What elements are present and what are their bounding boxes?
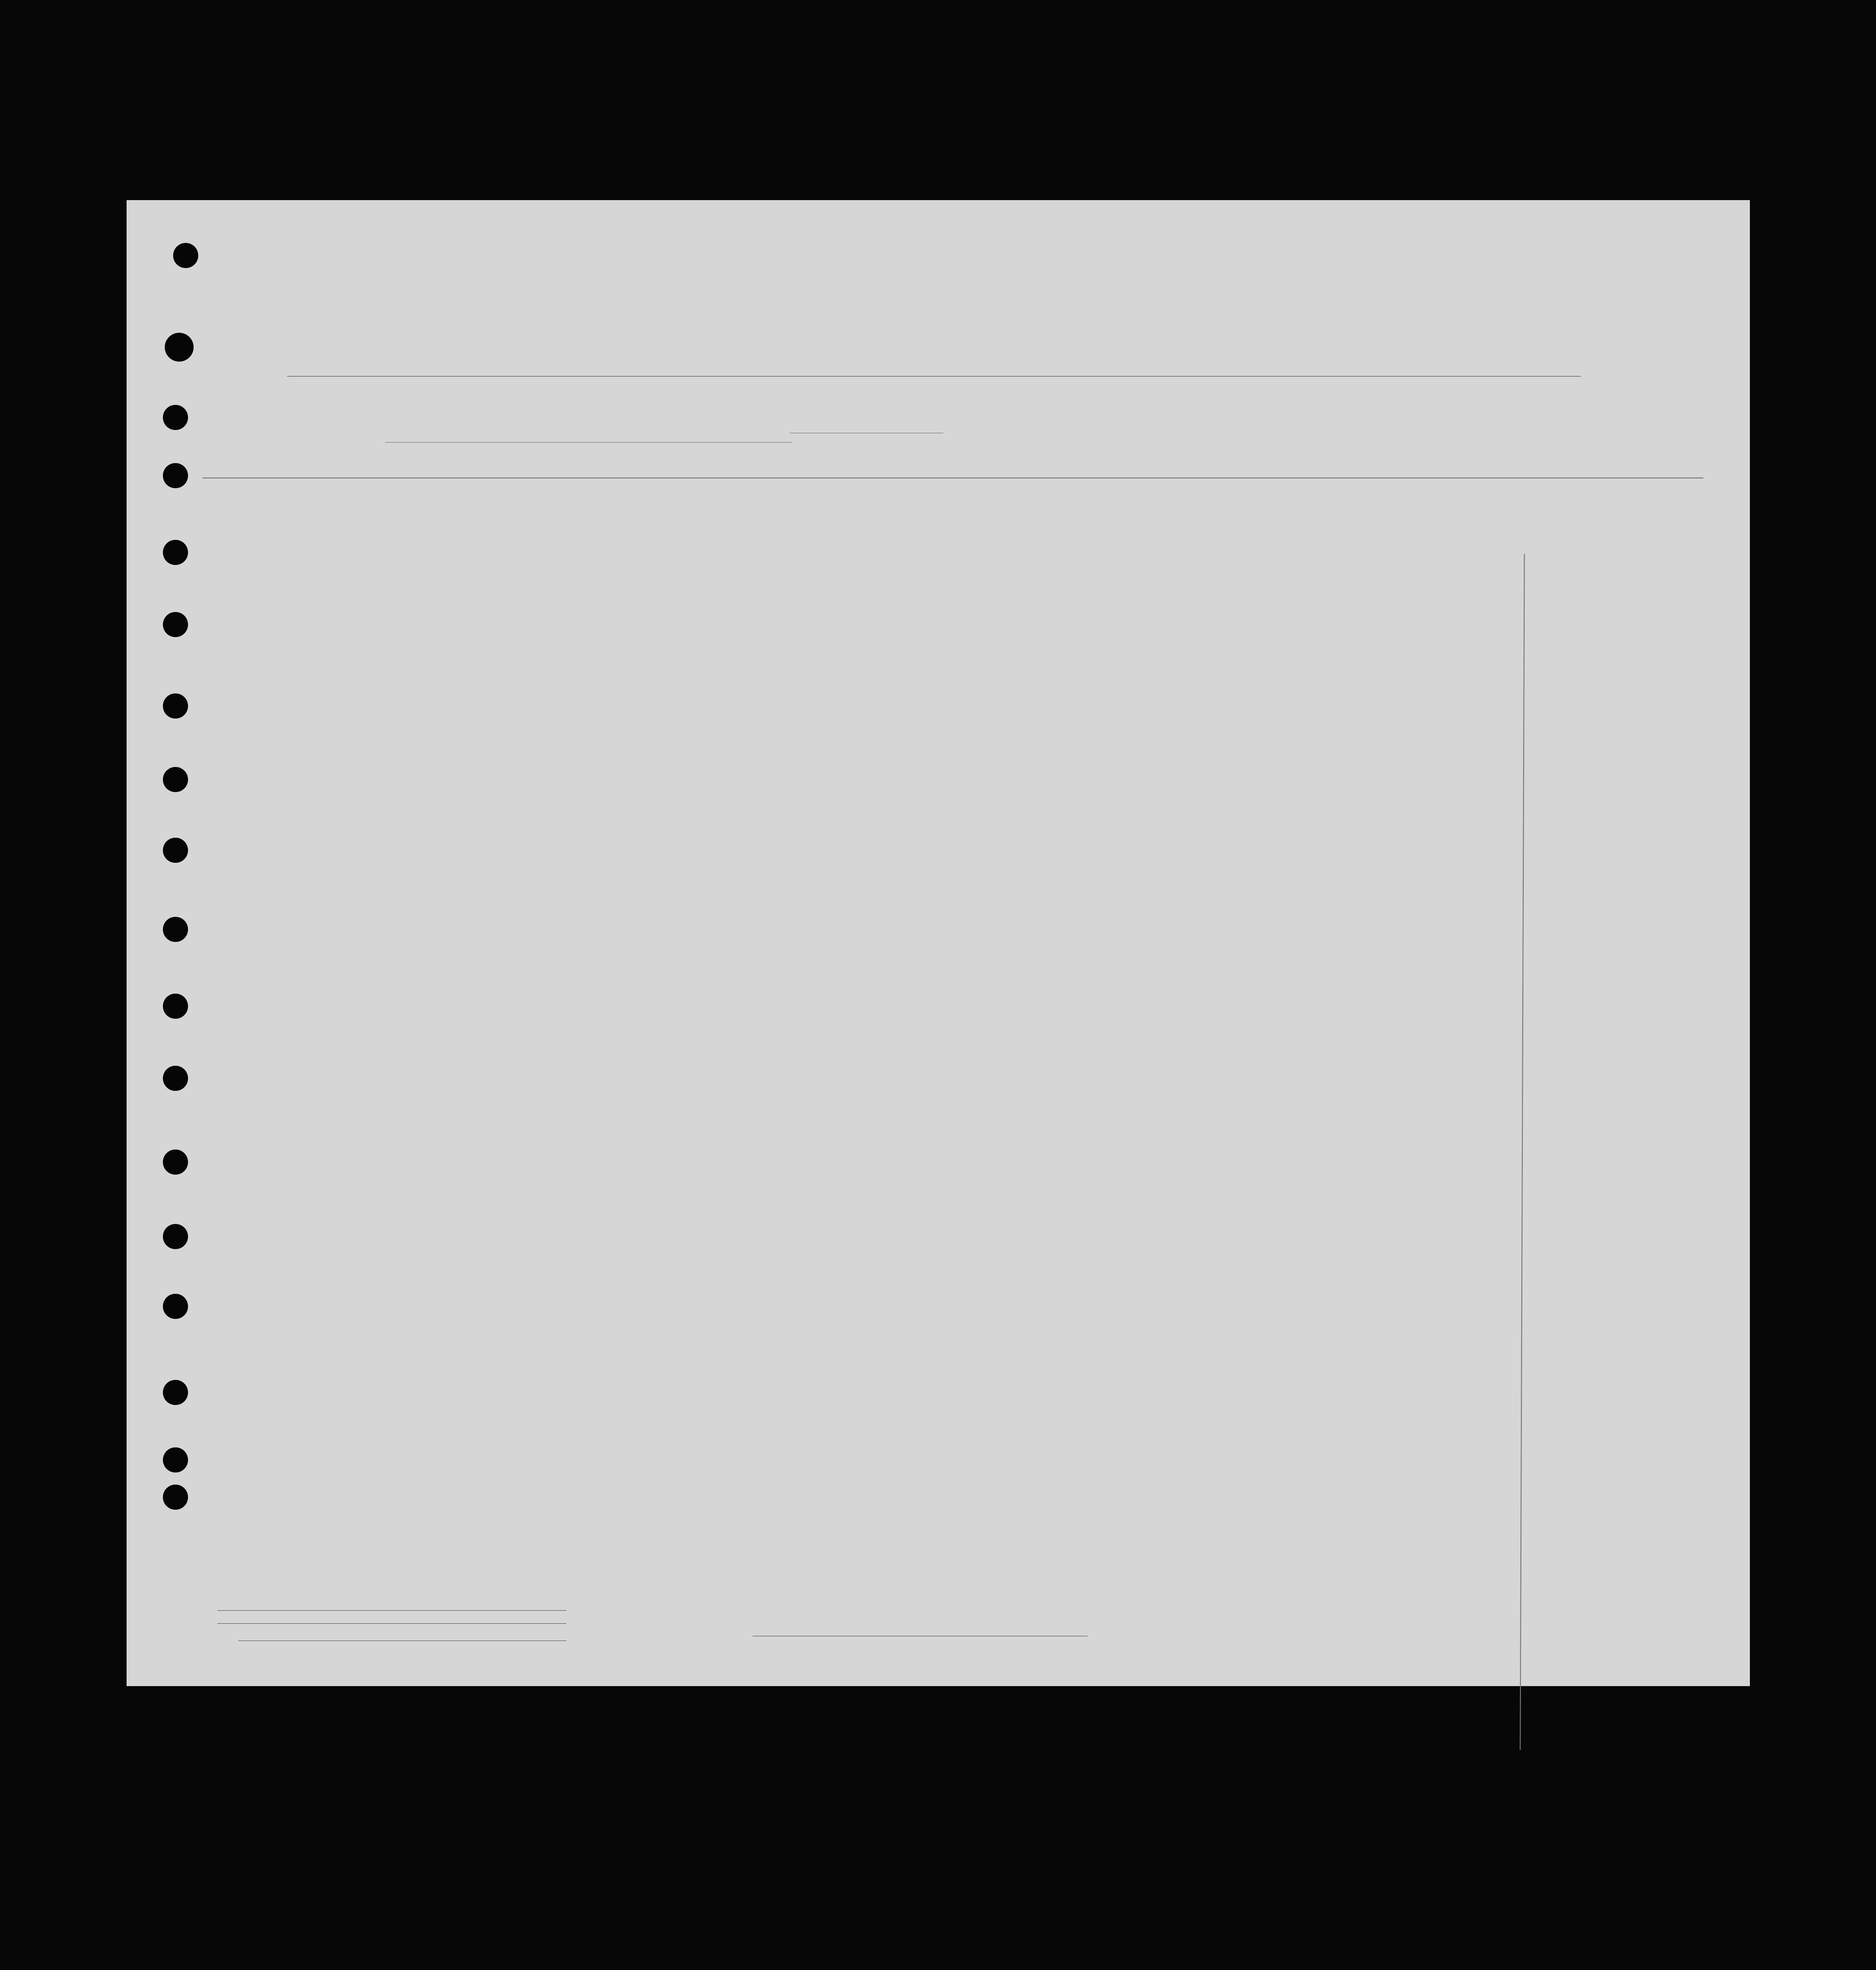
binder-hole [163, 917, 188, 942]
binder-hole [163, 612, 188, 637]
binder-hole [163, 767, 188, 792]
binder-hole [163, 838, 188, 863]
voyage-rule [287, 376, 1581, 377]
header-bottom-rule [202, 477, 1703, 478]
binder-hole [173, 243, 198, 268]
binder-hole [163, 540, 188, 565]
binder-hole [163, 1294, 188, 1319]
binder-hole [163, 1224, 188, 1249]
binder-hole [163, 1447, 188, 1472]
binder-hole [165, 333, 194, 362]
manifest-sheet [127, 200, 1750, 1686]
binder-hole [163, 405, 188, 430]
binder-hole [163, 994, 188, 1019]
binder-hole [163, 1485, 188, 1510]
binder-hole [163, 1066, 188, 1091]
film-edge-code [19, 19, 959, 70]
owners-rule [217, 1623, 566, 1624]
binder-hole [163, 463, 188, 488]
binder-hole [163, 1380, 188, 1405]
sheet-number-block [1580, 241, 1589, 260]
name-header-rule [385, 442, 792, 443]
line-rule [217, 1610, 566, 1611]
binder-hole [163, 693, 188, 719]
remarks-ditto-line [1520, 554, 1525, 1750]
binder-hole [163, 1150, 188, 1175]
